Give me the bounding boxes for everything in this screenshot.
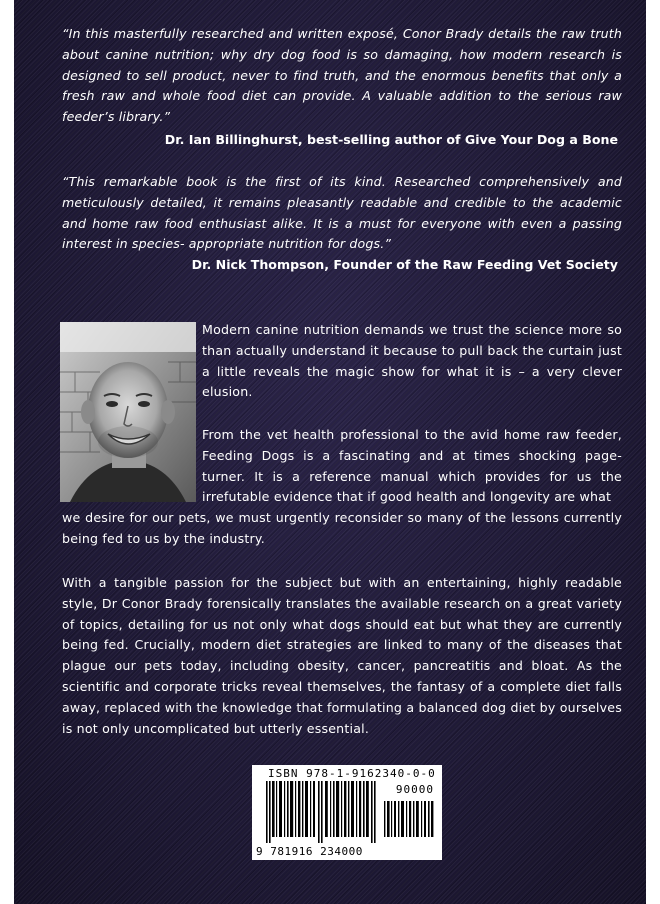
price-barcode-bars: [384, 801, 434, 837]
price-code: 90000: [395, 783, 434, 796]
blurb-paragraph-3: With a tangible passion for the subject but with an entertaining, highly readable style, Dr Conor Brady forensically translates the available research on a great variety of topics, detailing for us not only what dogs should eat but what they are currently being fed. Crucially, modern diet strategies are linked to many of the diseases that plague our pets today, including obesity, cancer, pancreatitis and bloat. As the scientific and corporate tricks reveal themselves, the fantasy of a complete diet falls away, replaced with the knowledge that formulating a balanced dog diet by ourselves is not only uncomplicated but utterly essential.: [62, 575, 622, 736]
blurb-paragraph-2-part-2: we desire for our pets, we must urgently reconsider so many of the lessons currently being fed to us by the industry.: [62, 510, 622, 546]
back-cover: [14, 0, 646, 904]
quote-attribution-thompson: Dr. Nick Thompson, Founder of the Raw Feeding Vet Society: [191, 257, 618, 272]
ean-number: 9 781916 234000: [256, 845, 363, 858]
isbn-label: ISBN 978-1-9162340-0-0: [268, 767, 436, 780]
review-quote-billinghurst: “In this masterfully researched and written exposé, Conor Brady details the raw truth about canine nutrition; why dry dog food is so damaging, how modern research is designed to sell product, never to find truth, and the enormous benefits that only a fresh raw and whole food diet can provide. A valuable addition to the serious raw feeder’s library.”: [62, 26, 622, 125]
review-quote-thompson: “This remarkable book is the first of its kind. Researched comprehensively and meticulously detailed, it remains pleasantly readable and credible to the academic and home raw food enthusiast alike. It is a must for everyone with even a passing interest in species- appropriate nutrition for dogs.”: [62, 174, 622, 252]
barcode-bars: [266, 781, 378, 843]
quote-attribution-billinghurst: Dr. Ian Billinghurst, best-selling author of Give Your Dog a Bone: [164, 132, 618, 147]
author-photo: [60, 322, 196, 502]
blurb-paragraph-2-part-1: From the vet health professional to the avid home raw feeder, Feeding Dogs is a fascinating and at times shocking page-turner. It is a reference manual which provides for us the irrefutable evidence that if good health and longevity are what: [202, 427, 622, 505]
blurb-paragraph-1: Modern canine nutrition demands we trust the science more so than actually understand it because to pull back the curtain just a little reveals the magic show for what it is – a very clever elusion.: [202, 322, 622, 400]
isbn-barcode: [252, 765, 442, 860]
